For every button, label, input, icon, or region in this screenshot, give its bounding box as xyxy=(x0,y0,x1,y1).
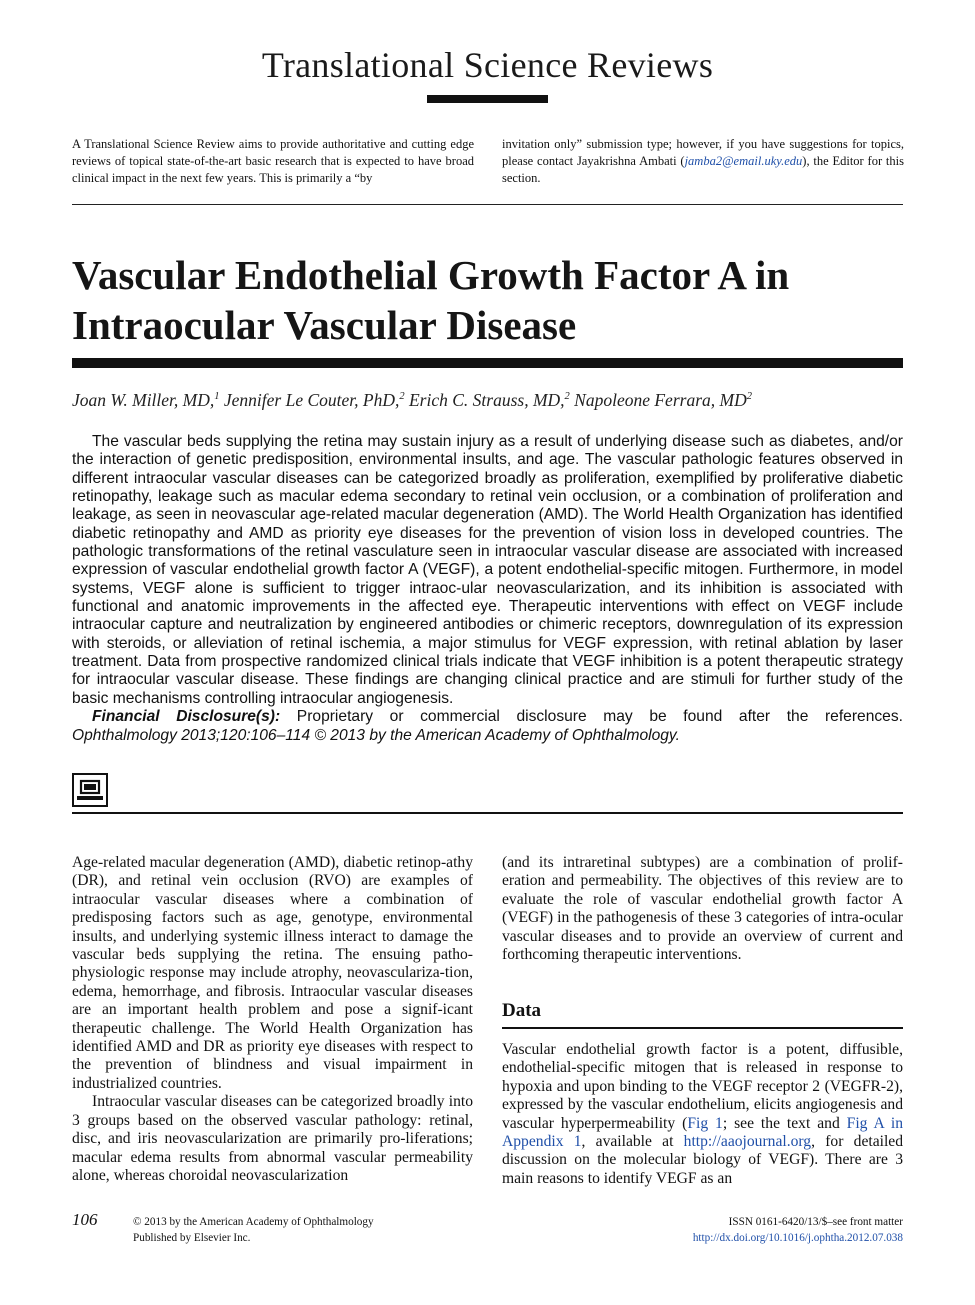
header-divider xyxy=(72,204,903,205)
doi-link[interactable]: http://dx.doi.org/10.1016/j.ophtha.2012.07.038 xyxy=(692,1232,903,1244)
body-text: , for detailed discussion on the molecular biology of VEGF). There are 3 main reasons to identify VEGF as an xyxy=(502,1133,903,1187)
author-affiliation: 1 xyxy=(214,391,220,403)
intro-right-text-a: invitation only” submission type; however, if you have suggestions for topics, please contact Jayakrishna Ambati ( xyxy=(502,137,904,168)
author-list xyxy=(72,390,903,411)
header-bar xyxy=(427,95,548,103)
page-number: 106 xyxy=(72,1210,98,1229)
author-affiliation: 2 xyxy=(746,391,752,403)
editor-email-link[interactable]: jamba2@email.uky.edu xyxy=(684,154,803,168)
body-paragraph xyxy=(502,1041,903,1188)
abstract-divider xyxy=(72,812,903,814)
author-name: Napoleone Ferrara, MD xyxy=(574,390,747,410)
section-intro-left: A Translational Science Review aims to provide authoritative and cutting edge reviews of topical state-of-the-art basic research that is expected to have broad clinical impact in the next few years. This is primarily a “by xyxy=(72,137,474,185)
data-section-body xyxy=(502,1041,903,1188)
journal-url-link[interactable]: http://aaojournal.org xyxy=(683,1133,812,1151)
presentation-icon[interactable] xyxy=(72,773,108,807)
author-name: Jennifer Le Couter, PhD, xyxy=(223,390,400,410)
publisher-line: Published by Elsevier Inc. xyxy=(133,1232,251,1244)
title-bar xyxy=(72,358,903,368)
author-affiliation: 2 xyxy=(564,391,570,403)
author-affiliation: 2 xyxy=(399,391,405,403)
author-name: Erich C. Strauss, MD, xyxy=(408,390,565,410)
body-column-right xyxy=(502,854,903,964)
author-name: Joan W. Miller, MD, xyxy=(72,390,215,410)
article-title: Vascular Endothelial Growth Factor A in Intraocular Vascular Disease xyxy=(72,252,790,348)
body-text: , available at xyxy=(581,1133,684,1151)
footer-identifiers xyxy=(693,1214,903,1246)
footer-copyright xyxy=(133,1214,374,1246)
disclosure-label: Financial Disclosure(s): xyxy=(92,708,281,726)
citation: Ophthalmology 2013;120:106–114 © 2013 by the American Academy of Ophthalmology. xyxy=(72,726,680,744)
figure-1-link[interactable]: Fig 1 xyxy=(687,1114,723,1132)
data-section-heading: Data xyxy=(502,1000,542,1021)
body-text: Vascular endothelial growth factor is a potent, diffusible, endothelial-specific mitogen that is released in response to hypoxia and upon binding to the VEGF receptor 2 (VEGFR-2), expressed by the vascular endothelium, elicits angiogenesis and vascular hyperpermeability ( xyxy=(502,1041,903,1132)
data-heading-rule xyxy=(502,1027,903,1029)
body-text: ; see the text and xyxy=(722,1114,847,1132)
financial-disclosure xyxy=(72,708,903,726)
appendix-figure-link[interactable]: Fig A in Appendix 1 xyxy=(502,1114,903,1151)
abstract-body: The vascular beds supplying the retina may sustain injury as a result of underlying disease such as diabetes, and/or the interaction of genetic predisposition, environmental insults, and age. The vascular pathologic features observed in different intraocular vascular diseases can be categorized broadly as proliferation, exemplified by proliferative diabetic retinopathy, leakage such as macular edema secondary to retinal vein occlusion, or a combination of proliferation and leakage, as seen in neovascular age-related macular degeneration (AMD). The World Health Organization has identified diabetic retinopathy and AMD as priority eye diseases for the prevention of vision loss in developed countries. The pathologic transformations of the retinal vasculature seen in intraocular vascular disease are associated with increased expression of vascular endothelial growth factor A (VEGF), a potent endothelial-specific mitogen. Furthermore, in model systems, VEGF alone is sufficient to trigger intraoc-ular neovascularization, and its inhibition is associated with functional and anatomic improvements in the affected eye. Therapeutic interventions with effect on VEGF include intraocular capture and neutralization by engineered antibodies or chimeric receptors, downregulation of its expression with steroids, or alleviation of retinal ischemia, a major stimulus for VEGF expression, with retinal ablation by laser treatment. Data from prospective randomized clinical trials indicate that VEGF inhibition is a potent therapeutic strategy for intraocular vascular disease. These findings are changing clinical practice and are stimuli for further study of the basic mechanisms controlling intraocular angiogenesis. xyxy=(72,433,903,707)
body-paragraph: Intraocular vascular diseases can be categorized broadly into 3 groups based on the observed vascular pathology: retinal, disc, and iris neovascularization are primarily pro-liferations; macular edema results from abnormal vascular permeability alone, whereas choroidal neovascularization xyxy=(72,1093,473,1184)
body-column-left xyxy=(72,854,473,1185)
section-header: Translational Science Reviews xyxy=(261,45,714,85)
disclosure-text: Proprietary or commercial disclosure may be found after the references. xyxy=(296,708,903,726)
body-paragraph: Age-related macular degeneration (AMD), diabetic retinop-athy (DR), and retinal vein occlusion (RVO) are examples of intraocular vascular diseases where a combination of predisposing factors such as age, genotype, environmental insults, and underlying systemic illness interact to damage the vascular beds supplying the retina. The ensuing patho-physiologic response may include atrophy, neovasculariza-tion, edema, hemorrhage, and fibrosis. Intraocular vascular diseases are an important health problem and pose a signif-icant therapeutic challenge. The World Health Organization has identified AMD and DR as priority eye diseases with respect to the prevention of blindness and visual impairment in industrialized countries. xyxy=(72,854,473,1092)
issn-line: ISSN 0161-6420/13/$–see front matter xyxy=(728,1216,903,1228)
section-intro-right xyxy=(502,136,904,187)
presentation-icon-glyph xyxy=(74,775,106,805)
body-paragraph: (and its intraretinal subtypes) are a combination of prolif-eration and permeability. The objectives of this review are to evaluate the role of vascular endothelial growth factor A (VEGF) in the pathogenesis of these 3 categories of intra-ocular vascular diseases and to provide an overview of current and forthcoming therapeutic interventions. xyxy=(502,854,903,964)
copyright-line: © 2013 by the American Academy of Ophthalmology xyxy=(133,1216,374,1228)
intro-right-text-b: ), the Editor for this section. xyxy=(502,154,904,185)
abstract xyxy=(72,433,903,745)
